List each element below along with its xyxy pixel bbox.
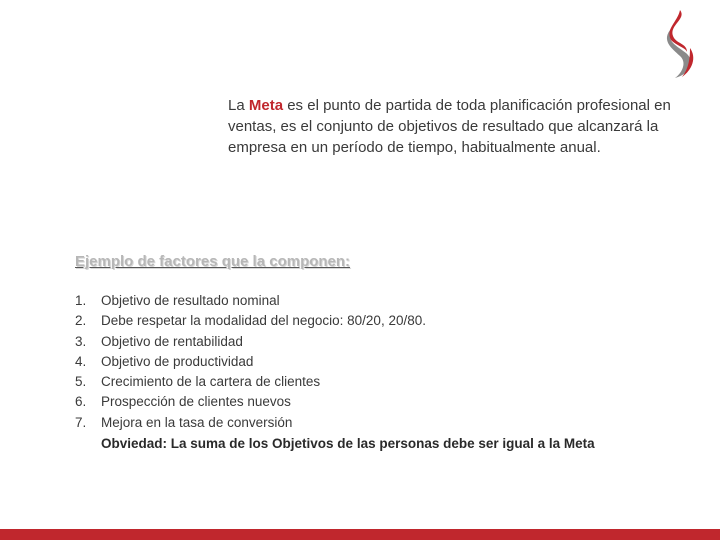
- intro-prefix: La: [228, 97, 249, 114]
- factor-item: [75, 332, 426, 352]
- factor-number: 7.: [75, 414, 87, 430]
- factors-list: [75, 291, 426, 433]
- factor-item: [75, 352, 426, 372]
- factor-text: Objetivo de resultado nominal: [101, 293, 280, 308]
- factor-item: [75, 311, 426, 331]
- conclusion-text: Obviedad: La suma de los Objetivos de las personas debe ser igual a la Meta: [101, 436, 595, 451]
- footer-accent-bar: [0, 529, 720, 540]
- factor-number: 4.: [75, 353, 87, 369]
- meta-highlight: Meta: [248, 97, 284, 114]
- factor-text: Objetivo de rentabilidad: [101, 333, 243, 349]
- flame-logo-icon: [656, 8, 698, 80]
- factor-text: Crecimiento de la cartera de clientes: [101, 374, 321, 390]
- factor-number: 6.: [75, 394, 87, 410]
- factors-heading: Ejemplo de factores que la componen:: [75, 253, 351, 270]
- factor-text: Objetivo de productividad: [101, 353, 254, 369]
- factor-item: [75, 291, 426, 311]
- factor-item: [75, 372, 426, 392]
- factor-text: Debe respetar la modalidad del negocio: 80/20, 20/80.: [101, 313, 426, 329]
- factor-number: 5.: [75, 374, 87, 390]
- factor-text: Prospección de clientes nuevos: [101, 394, 291, 410]
- intro-paragraph: [228, 95, 708, 158]
- factor-item: [75, 413, 426, 433]
- intro-suffix: es el punto de partida de toda planificación profesional en ventas, es el conjunto de objetivos de resultado que alcanzará la empresa en un período de tiempo, habitualmente anual.: [228, 97, 671, 156]
- factor-item: [75, 392, 426, 412]
- factor-text: Mejora en la tasa de conversión: [101, 414, 293, 430]
- factor-number: 2.: [75, 313, 87, 329]
- factor-number: 1.: [75, 293, 87, 308]
- factor-number: 3.: [75, 333, 87, 349]
